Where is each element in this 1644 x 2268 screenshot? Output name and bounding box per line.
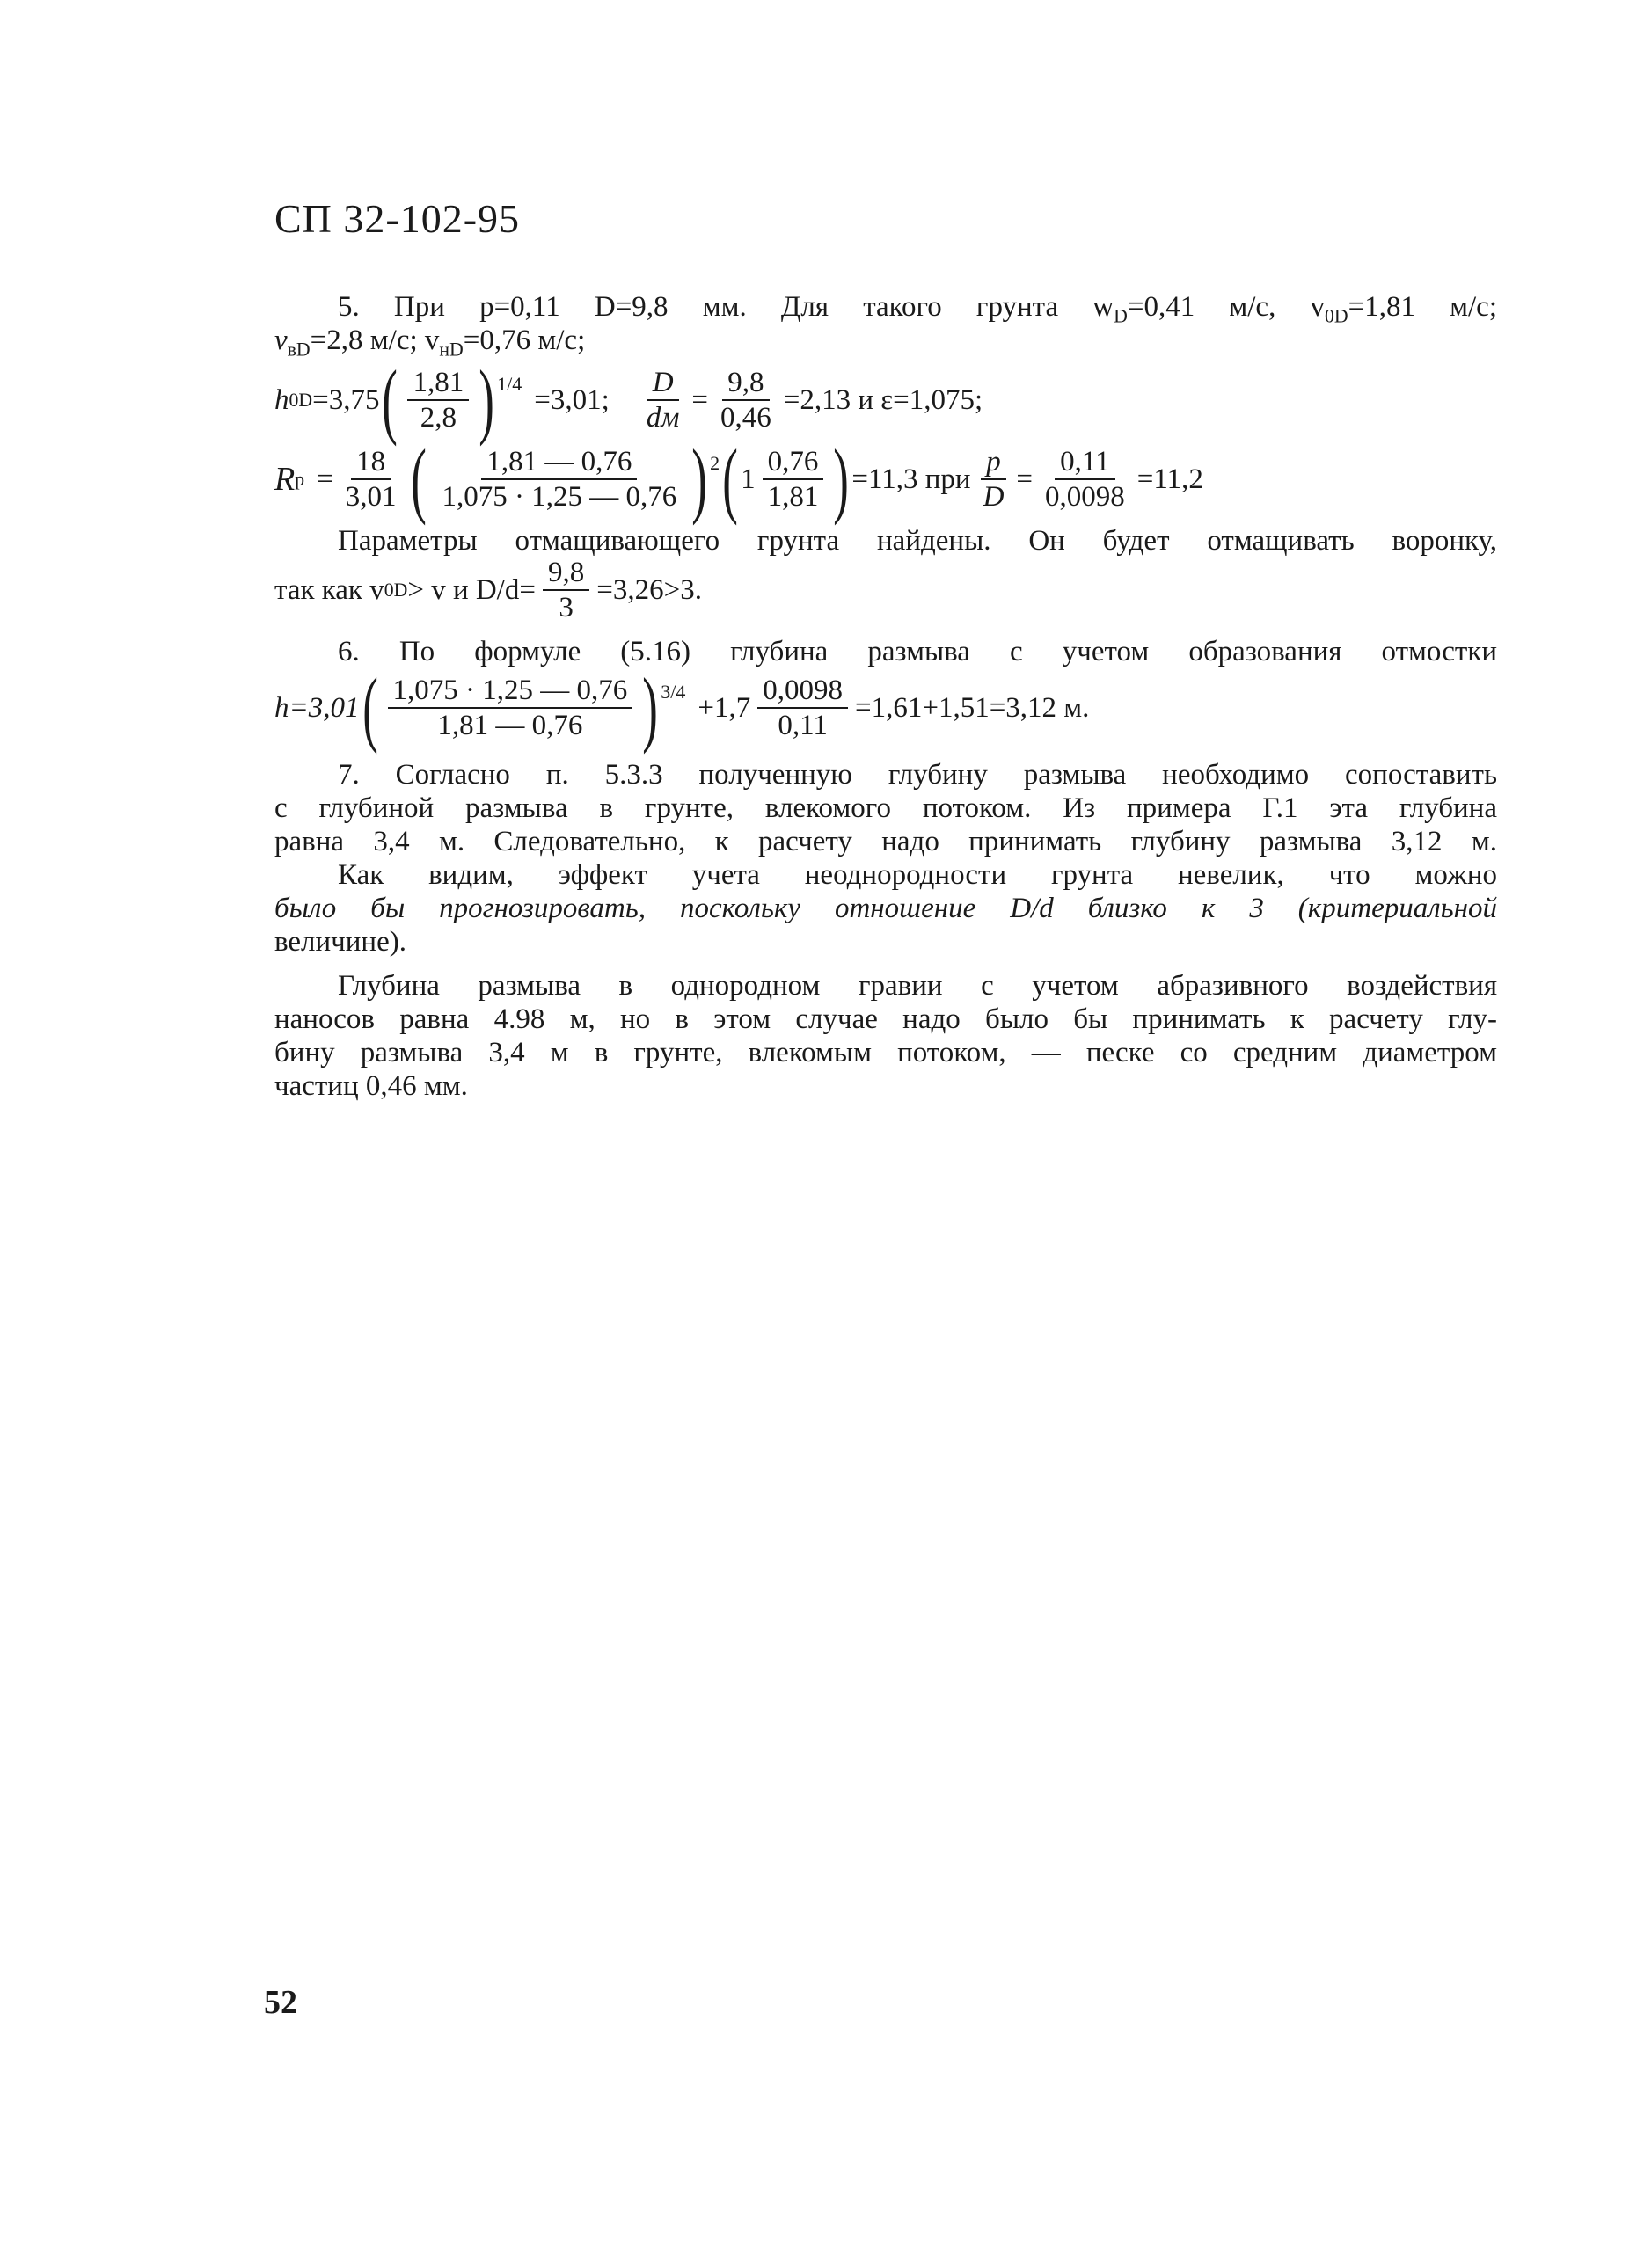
item7-line3: равна 3,4 м. Следовательно, к расчету надо принимать глубину размыва 3,12 м.: [274, 826, 1497, 857]
equation-rp: R р = $\frac{18}{3,01}$ ( $\frac{1,81 — 0,76}{1,075 \cdot 1,25 — 0,76}$ ) 2 ( 1 $\frac{0,76}{1,81}$ ) =11,3 при $\frac{p}{D}$ = $\frac{0,11}{0,0098}$ =11,2: [274, 432, 1203, 526]
fraction: $\frac{p}{D}$: [978, 447, 1010, 512]
item6-line1: 6. По формуле (5.16) глубина размыва с учетом образования отмостки: [338, 636, 1497, 667]
fraction: $\frac{0,0098}{0,11}$: [757, 675, 848, 740]
item7-line5: было бы прогнозировать, поскольку отношение D/d близко к 3 (критериальной: [274, 893, 1497, 924]
fraction: $\frac{1,81 — 0,76}{1,075 \cdot 1,25 — 0,76}$: [442, 446, 677, 513]
item7-line1: 7. Согласно п. 5.3.3 полученную глубину размыва необходимо сопоставить: [338, 759, 1497, 791]
fraction: $\frac{0,11}{0,0098}$: [1045, 446, 1125, 513]
item8-line2: наносов равна 4.98 м, но в этом случае надо было бы принимать к расчету глу-: [274, 1003, 1497, 1035]
item5-line1: 5. При р=0,11 D=9,8 мм. Для такого грунта $w_D=0,41$ м/с, $v_{0D}=1,81$ м/с;: [338, 291, 1497, 327]
item7-line6: величине).: [274, 926, 406, 958]
equation-h: h=3,01 ( $\frac{1,075 \cdot 1,25 — 0,76}{1,81 — 0,76}$ ) 3/4 +1,7 $\frac{0,0098}{0,11}$ =1,61+1,51=3,12 м.: [274, 660, 1090, 755]
fraction: $\frac{9,8}{0,46}$: [720, 367, 771, 434]
page-number: 52: [264, 1984, 297, 2021]
item8-line1: Глубина размыва в однородном гравии с учетом абразивного воздействия: [338, 970, 1497, 1002]
fraction: $\frac{D}{dм}$: [646, 367, 680, 434]
fraction: $\frac{1,075 \cdot 1,25 — 0,76}{1,81 — 0,76}$: [388, 675, 633, 740]
item5-paragraph1: Параметры отмащивающего грунта найдены. Он будет отмащивать воронку,: [338, 525, 1497, 557]
fraction: $\frac{9,8}{3}$: [543, 558, 589, 623]
item8-line3: бину размыва 3,4 м в грунте, влекомым потоком, — песке со средним диаметром: [274, 1037, 1497, 1068]
equation-h0d: h 0D =3,75 ( $\frac{1,81}{2,8}$ ) 1/4 =3,01; $\frac{D}{dм}$ = $\frac{9,8}{0,46}$ =2,13 и ε=1,075;: [274, 353, 983, 447]
fraction: $\frac{0,76}{1,81}$: [763, 447, 824, 512]
fraction: $\frac{18}{3,01}$: [345, 446, 397, 513]
document-body: [274, 290, 1497, 1103]
item8-line4: частиц 0,46 мм.: [274, 1070, 468, 1102]
fraction: $\frac{1,81}{2,8}$: [407, 368, 469, 433]
document-code: СП 32-102-95: [274, 196, 521, 241]
item5-paragraph2: так как v 0D > v и D/d= $\frac{9,8}{3}$ =3,26>3.: [274, 557, 702, 624]
item5-line2: $v_{вD}=2,8$ м/с; $v_{нD}=0,76$ м/с;: [274, 325, 586, 361]
item7-line4: Как видим, эффект учета неоднородности грунта невелик, что можно: [338, 859, 1497, 891]
item7-line2: с глубиной размыва в грунте, влекомого потоком. Из примера Г.1 эта глубина: [274, 792, 1497, 824]
